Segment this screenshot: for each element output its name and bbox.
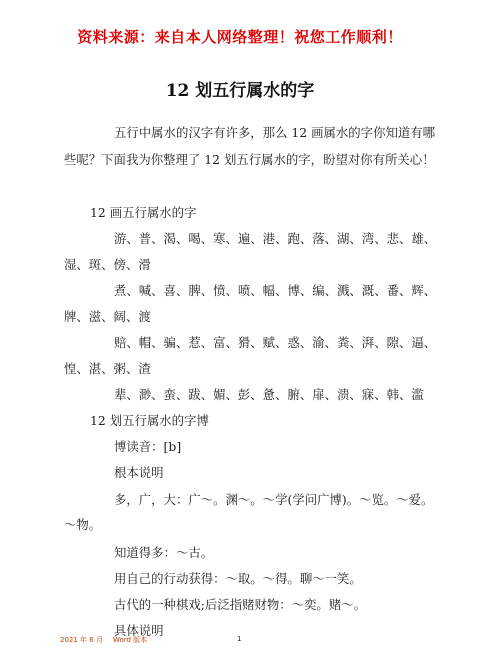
char-list-line: 湿、斑、傍、滑	[64, 257, 151, 272]
page-title: 12 划五行属水的字	[165, 81, 315, 101]
char-list-line: 赔、帽、骗、惹、富、猾、赋、惑、渝、粪、湃、隙、逼、	[114, 335, 437, 350]
section-heading-12-stroke-water-chars: 12 画五行属水的字	[90, 205, 197, 220]
definition-3: 用自己的行动获得：～取。～得。聊～一笑。	[114, 571, 362, 586]
char-list-line: 辈、渺、蛮、跋、媚、彭、惫、腑、扉、溃、寐、韩、滥	[114, 387, 424, 402]
char-list-line: 游、普、渴、喝、寒、遍、港、跑、落、湖、湾、悲、雄、	[114, 231, 437, 246]
intro-line-2: 些呢？下面我为你整理了 12 划五行属水的字，盼望对你有所关心！	[64, 152, 435, 167]
definition-1-line-1: 多，广，大：广～。渊～。～学(学问广博)。～览。～爱。	[114, 492, 434, 507]
definition-1-line-2: ～物。	[64, 517, 102, 532]
section-heading-bo: 12 划五行属水的字博	[90, 413, 209, 428]
footer-info	[60, 635, 157, 645]
footer-date: 2021 年 6 月	[60, 636, 103, 644]
footer-version: Word 版本	[112, 636, 148, 644]
char-list-line: 惶、湛、粥、渣	[64, 361, 151, 376]
definition-2: 知道得多：～古。	[114, 545, 214, 560]
page-number: 1	[237, 635, 242, 643]
basic-explanation-label: 根本说明	[114, 465, 164, 480]
intro-line-1: 五行中属水的汉字有许多，那么 12 画属水的字你知道有哪	[114, 125, 436, 140]
detail-explanation-label: 具体说明	[114, 623, 164, 638]
char-list-line: 牌、滋、阔、渡	[64, 309, 151, 324]
definition-4: 古代的一种棋戏;后泛指赌财物：～奕。赌～。	[114, 597, 366, 612]
pronunciation: 博读音：[b]	[114, 439, 182, 454]
source-banner: 资料来源：来自本人网络整理！祝您工作顺利！	[77, 28, 403, 46]
char-list-line: 煮、喊、喜、脾、愤、喷、幅、博、编、溅、溉、番、辉、	[114, 283, 437, 298]
